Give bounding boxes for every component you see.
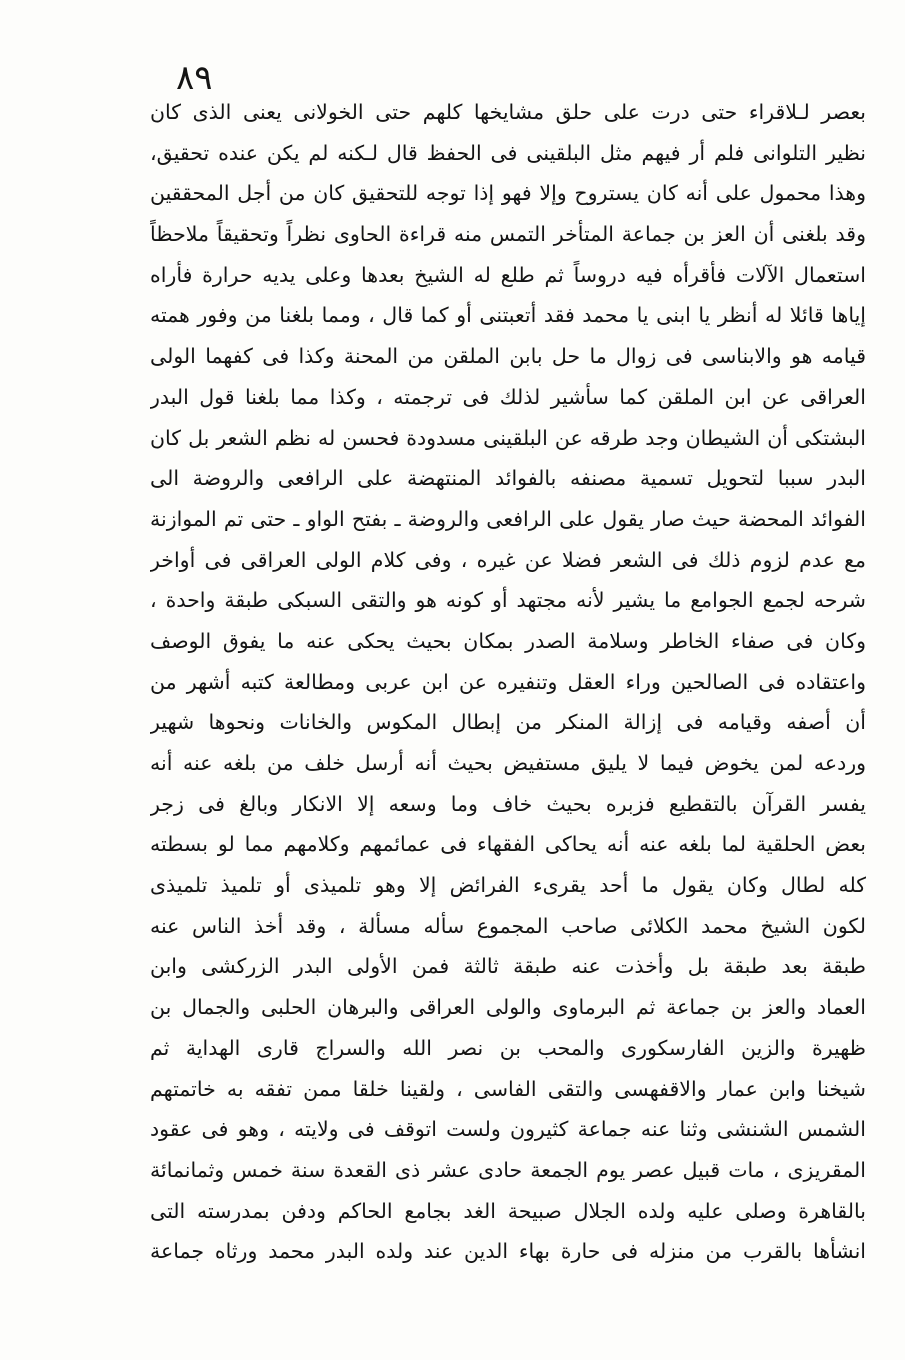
text-line-21: لكون الشيخ محمد الكلائى صاحب المجموع سأله مسألة ، وقد أخذ الناس عنه	[150, 913, 866, 938]
text-line-25: شيخنا وابن عمار والاقفهسى والتقى الفاسى ، ولقينا خلقا ممن تفقه به خاتمتهم	[150, 1076, 866, 1101]
body-text	[150, 92, 866, 1272]
text-line-2: نظير التلوانى فلم أر فيهم مثل البلقينى فى الحفظ قال لـكنه لم يكن عنده تحقيق،	[150, 140, 866, 165]
text-line-11: الفوائد المحضة حيث صار يقول على الرافعى والروضة ـ بفتح الواو ـ حتى تم الموازنة	[150, 506, 866, 531]
text-line-15: واعتقاده فى الصالحين وراء العقل وتنفيره عن ابن عربى ومطالعة كتبه أشهر من	[150, 669, 866, 694]
text-line-22: طبقة بعد طبقة بل وأخذت عنه طبقة ثالثة فمن الأولى البدر الزركشى وابن	[150, 954, 866, 979]
text-line-9: البشتكى أن الشيطان وجد طرقه عن البلقينى مسدودة فحسن له نظم الشعر بل كان	[150, 425, 866, 450]
text-line-12: مع عدم لزوم ذلك فى الشعر فضلا عن غيره ، وفى كلام الولى العراقى فى أواخر	[150, 547, 866, 572]
text-line-13: شرحه لجمع الجوامع ما يشير لأنه مجتهد أو كونه هو والتقى السبكى طبقة واحدة ،	[150, 588, 866, 613]
text-line-4: وقد بلغنى أن العز بن جماعة المتأخر التمس منه قراءة الحاوى نظراً وتحقيقاً ملاحظاً	[150, 222, 866, 247]
text-line-29: انشأها بالقرب من منزله فى حارة بهاء الدين عند ولده البدر محمد ورثاه جماعة	[150, 1239, 866, 1264]
text-line-14: وكان فى صفاء الخاطر وسلامة الصدر بمكان بحيث يحكى عنه ما يفوق الوصف	[150, 628, 866, 653]
text-line-20: كله لطال وكان يقول ما أحد يقرىء الفرائض إلا وهو تلميذى أو تلميذ تلميذى	[150, 873, 866, 898]
page-number: ٨٩	[176, 58, 213, 98]
text-line-3: وهذا محمول على أنه كان يستروح وإلا فهو إذا توجه للتحقيق كان من أجل المحققين	[150, 181, 866, 206]
text-line-26: الشمس الشنشى وثنا عنه جماعة كثيرون ولست اتوقف فى ولايته ، وهو فى عقود	[150, 1117, 866, 1142]
text-line-7: قيامه هو والابناسى فى زوال ما حل بابن الملقن من المحنة وكذا فى كفهما الولى	[150, 344, 866, 369]
text-line-8: العراقى عن ابن الملقن كما سأشير لذلك فى ترجمته ، وكذا مما بلغنا قول البدر	[150, 384, 866, 409]
text-line-5: استعمال الآلات فأقرأه فيه دروساً ثم طلع له الشيخ بعدها وعلى يديه حرارة فأراه	[150, 262, 866, 287]
text-line-10: البدر سببا لتحويل تسمية مصنفه بالفوائد المنتهضة على الرافعى والروضة الى	[150, 466, 866, 491]
text-line-1: بعصر لـلاقراء حتى درت على حلق مشايخها كلهم حتى الخولانى يعنى الذى كان	[150, 100, 866, 124]
text-line-19: بعض الحلقية لما بلغه عنه أنه يحاكى الفقهاء فى عمائمهم وكلامهم مما لو بسطته	[150, 832, 866, 857]
text-line-16: أن أصفه وقيامه فى إزالة المنكر من إبطال المكوس والخانات ونحوها شهير	[150, 710, 866, 735]
text-line-28: بالقاهرة وصلى عليه ولده الجلال صبيحة الغد بجامع الحاكم ودفن بمدرسته التى	[150, 1198, 866, 1223]
text-line-17: وردعه لمن يخوض فيما لا يليق مستفيض بحيث أنه أرسل خلف من بلغه عنه أنه	[150, 751, 866, 775]
text-line-18: يفسر القرآن بالتقطيع فزبره بحيث خاف وما وسعه إلا الانكار وبالغ فى زجر	[150, 791, 866, 816]
text-line-27: المقريزى ، مات قبيل عصر يوم الجمعة حادى عشر ذى القعدة سنة خمس وثمانمائة	[150, 1157, 866, 1182]
text-line-24: ظهيرة والزين الفارسكورى والمحب بن نصر الله والسراج قارى الهداية ثم	[150, 1035, 866, 1060]
text-line-6: إياها قائلا له أنظر يا ابنى يا محمد فقد أتعبتنى أو كما قال ، ومما بلغنا من وفور همته	[150, 303, 866, 328]
text-line-23: العماد والعز بن جماعة ثم البرماوى والولى العراقى والبرهان الحلبى والجمال بن	[150, 995, 866, 1020]
